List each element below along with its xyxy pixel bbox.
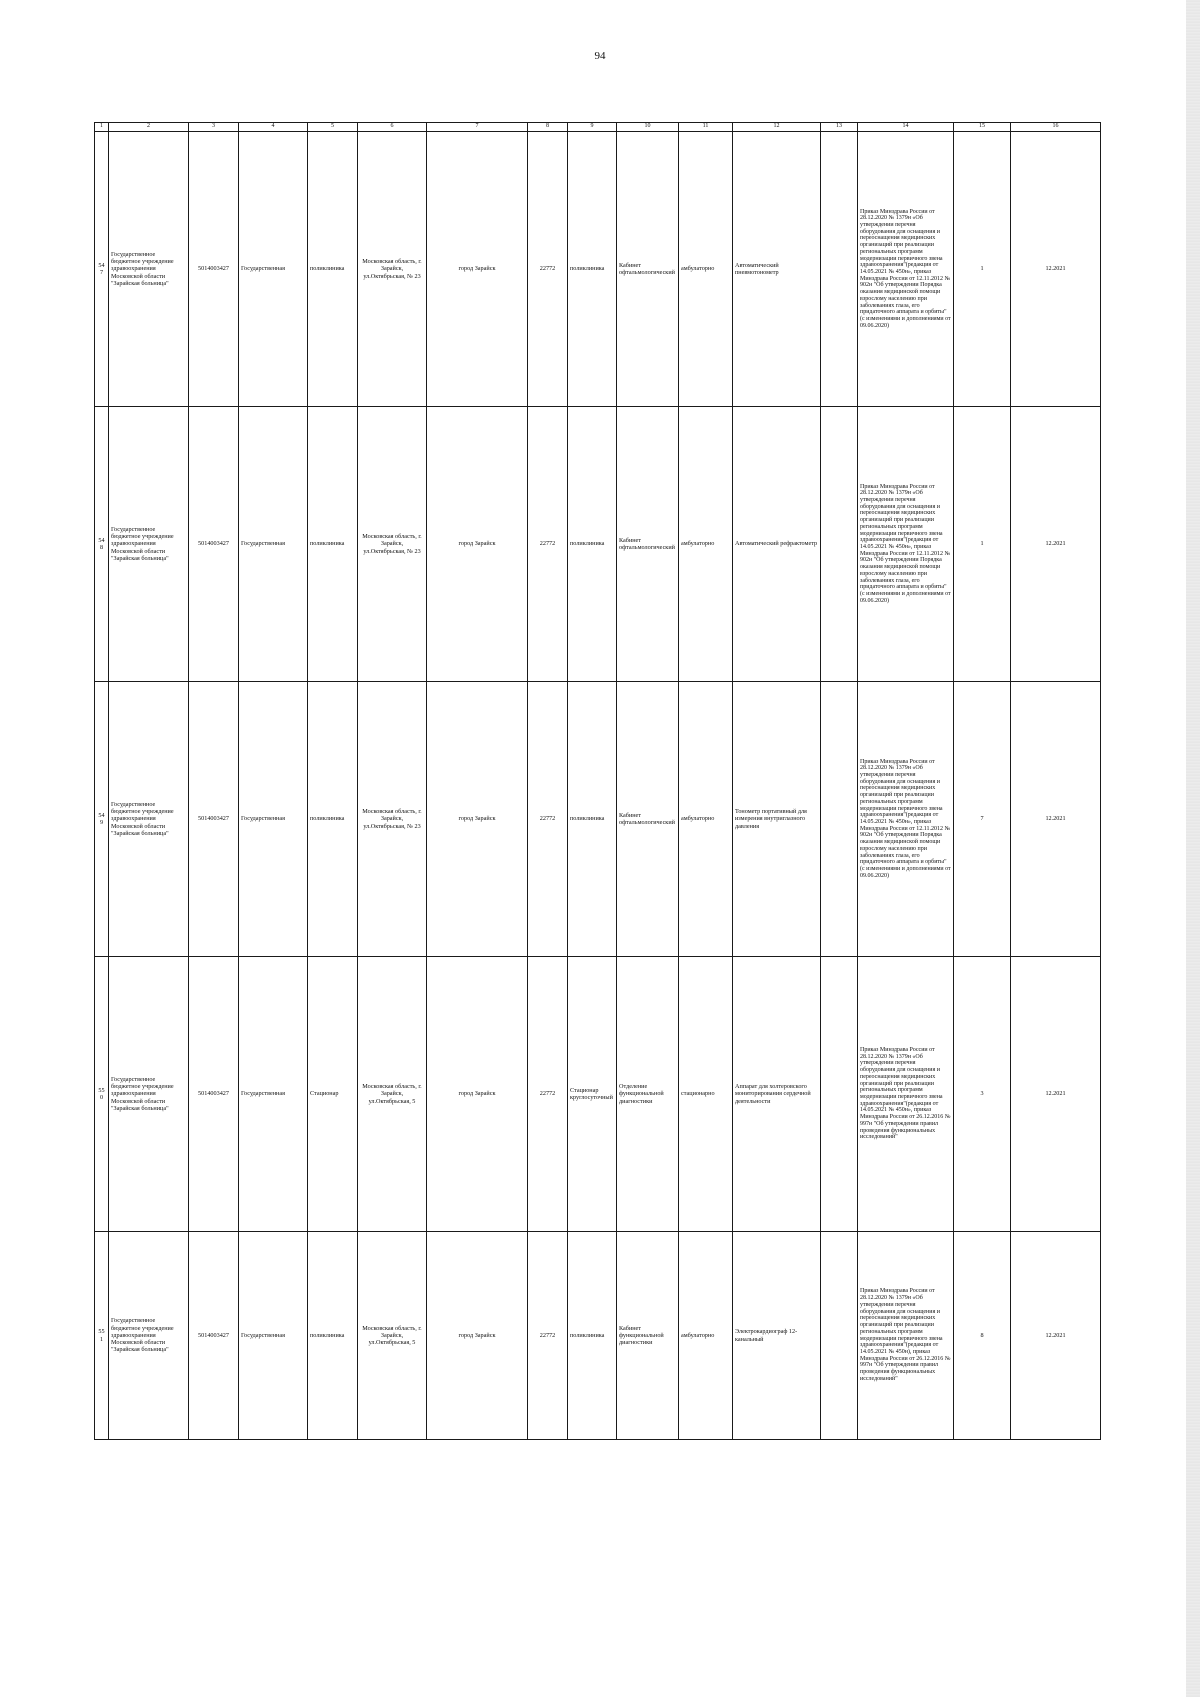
column-number: 7 (427, 123, 528, 132)
equipment-register-table (94, 122, 1101, 1440)
department-type-cell: поликлиника (568, 132, 617, 407)
legal-basis-cell: Приказ Минздрава России от 28.12.2020 № 1379н «Об утверждении перечня оборудования для оснащения и переоснащения медицинских организаций при реализации региональных программ модернизации первичного звена здравоохранения"(редакция от 14.05.2021 № 450н», приказ Минздрава России от 26.12.2016 № 997н "Об утверждении правил проведения функциональных исследований" (858, 957, 954, 1232)
city-cell: город Зарайск (427, 407, 528, 682)
ownership-cell: Государственная (239, 132, 308, 407)
quantity-cell: 1 (954, 407, 1011, 682)
table-row (95, 682, 1101, 957)
empty-cell (821, 132, 858, 407)
table-row (95, 957, 1101, 1232)
organization-cell: Государственное бюджетное учреждение здравоохранения Московской области "Зарайская больница" (109, 132, 189, 407)
column-number: 3 (189, 123, 239, 132)
empty-cell (821, 407, 858, 682)
empty-cell (821, 1232, 858, 1440)
delivery-date-cell: 12.2021 (1011, 1232, 1101, 1440)
unit-type-cell: поликлиника (308, 682, 358, 957)
care-form-cell: амбулаторно (679, 1232, 733, 1440)
okato-code-cell: 22772 (528, 682, 568, 957)
unit-type-cell: Стационар (308, 957, 358, 1232)
row-number-cell: 550 (95, 957, 109, 1232)
okato-code-cell: 22772 (528, 1232, 568, 1440)
legal-basis-cell: Приказ Минздрава России от 28.12.2020 № 1379н «Об утверждении перечня оборудования для оснащения и переоснащения медицинских организаций при реализации региональных программ модернизации первичного звена здравоохранения"(редакция от 14.05.2021 № 450н», приказ Минздрава России от 12.11.2012 № 902н "Об утверждении Порядка оказания медицинской помощи взрослому населению при заболеваниях глаза, его придаточного аппарата и орбиты" (с изменениями и дополнениями от 09.06.2020) (858, 407, 954, 682)
column-number: 13 (821, 123, 858, 132)
row-number-cell: 547 (95, 132, 109, 407)
room-cell: Кабинет офтальмологический (617, 132, 679, 407)
empty-cell (821, 682, 858, 957)
page-number: 94 (594, 50, 606, 62)
ownership-cell: Государственная (239, 1232, 308, 1440)
organization-cell: Государственное бюджетное учреждение здравоохранения Московской области "Зарайская больница" (109, 1232, 189, 1440)
care-form-cell: амбулаторно (679, 407, 733, 682)
column-number: 9 (568, 123, 617, 132)
column-number: 15 (954, 123, 1011, 132)
city-cell: город Зарайск (427, 682, 528, 957)
inn-cell: 5014003427 (189, 957, 239, 1232)
address-cell: Московская область, г. Зарайск, ул.Октябрьская, № 23 (358, 407, 427, 682)
room-cell: Кабинет офтальмологический (617, 682, 679, 957)
row-number-cell: 549 (95, 682, 109, 957)
delivery-date-cell: 12.2021 (1011, 682, 1101, 957)
column-number: 8 (528, 123, 568, 132)
equipment-cell: Автоматический рефрактометр (733, 407, 821, 682)
column-number: 10 (617, 123, 679, 132)
city-cell: город Зарайск (427, 132, 528, 407)
care-form-cell: амбулаторно (679, 682, 733, 957)
city-cell: город Зарайск (427, 957, 528, 1232)
department-type-cell: поликлиника (568, 407, 617, 682)
department-type-cell: Стационар круглосуточный (568, 957, 617, 1232)
delivery-date-cell: 12.2021 (1011, 132, 1101, 407)
empty-cell (821, 957, 858, 1232)
inn-cell: 5014003427 (189, 682, 239, 957)
address-cell: Московская область, г. Зарайск, ул.Октябрьская, № 23 (358, 132, 427, 407)
organization-cell: Государственное бюджетное учреждение здравоохранения Московской области "Зарайская больница" (109, 682, 189, 957)
ownership-cell: Государственная (239, 957, 308, 1232)
inn-cell: 5014003427 (189, 407, 239, 682)
column-number-row (95, 123, 1101, 132)
inn-cell: 5014003427 (189, 132, 239, 407)
address-cell: Московская область, г. Зарайск, ул.Октябрьская, № 23 (358, 682, 427, 957)
column-number: 6 (358, 123, 427, 132)
quantity-cell: 8 (954, 1232, 1011, 1440)
quantity-cell: 3 (954, 957, 1011, 1232)
column-number: 2 (109, 123, 189, 132)
room-cell: Кабинет офтальмологический (617, 407, 679, 682)
room-cell: Отделение функциональной диагностики (617, 957, 679, 1232)
equipment-cell: Автоматический пневмотонометр (733, 132, 821, 407)
column-number: 14 (858, 123, 954, 132)
equipment-cell: Электрокардиограф 12-канальный (733, 1232, 821, 1440)
city-cell: город Зарайск (427, 1232, 528, 1440)
table-row (95, 407, 1101, 682)
organization-cell: Государственное бюджетное учреждение здравоохранения Московской области "Зарайская больница" (109, 957, 189, 1232)
inn-cell: 5014003427 (189, 1232, 239, 1440)
equipment-cell: Аппарат для холтеровского мониторирования сердечной деятельности (733, 957, 821, 1232)
okato-code-cell: 22772 (528, 407, 568, 682)
okato-code-cell: 22772 (528, 132, 568, 407)
quantity-cell: 1 (954, 132, 1011, 407)
unit-type-cell: поликлиника (308, 1232, 358, 1440)
table-row (95, 1232, 1101, 1440)
address-cell: Московская область, г. Зарайск, ул.Октябрьская, 5 (358, 957, 427, 1232)
room-cell: Кабинет функциональной диагностики (617, 1232, 679, 1440)
table-body (95, 123, 1101, 1440)
unit-type-cell: поликлиника (308, 132, 358, 407)
organization-cell: Государственное бюджетное учреждение здравоохранения Московской области "Зарайская больница" (109, 407, 189, 682)
scan-edge-artifact (1186, 0, 1200, 1697)
column-number: 11 (679, 123, 733, 132)
column-number: 5 (308, 123, 358, 132)
ownership-cell: Государственная (239, 407, 308, 682)
equipment-cell: Тонометр портативный для измерения внутриглазного давления (733, 682, 821, 957)
row-number-cell: 551 (95, 1232, 109, 1440)
table-row (95, 132, 1101, 407)
legal-basis-cell: Приказ Минздрава России от 28.12.2020 № 1379н «Об утверждении перечня оборудования для оснащения и переоснащения медицинских организаций при реализации региональных программ модернизации первичного звена здравоохранения"(редакция от 14.05.2021 № 450н», приказ Минздрава России от 12.11.2012 № 902н "Об утверждении Порядка оказания медицинской помощи взрослому населению при заболеваниях глаза, его придаточного аппарата и орбиты" (с изменениями и дополнениями от 09.06.2020) (858, 682, 954, 957)
unit-type-cell: поликлиника (308, 407, 358, 682)
quantity-cell: 7 (954, 682, 1011, 957)
delivery-date-cell: 12.2021 (1011, 407, 1101, 682)
delivery-date-cell: 12.2021 (1011, 957, 1101, 1232)
department-type-cell: поликлиника (568, 1232, 617, 1440)
legal-basis-cell: Приказ Минздрава России от 28.12.2020 № 1379н «Об утверждении перечня оборудования для оснащения и переоснащения медицинских организаций при реализации региональных программ модернизации первичного звена здравоохранения"(редакция от 14.05.2021 № 450н), приказ Минздрава России от 26.12.2016 № 997н "Об утверждении правил проведения функциональных исследований" (858, 1232, 954, 1440)
care-form-cell: амбулаторно (679, 132, 733, 407)
column-number: 1 (95, 123, 109, 132)
legal-basis-cell: Приказ Минздрава России от 28.12.2020 № 1379н «Об утверждении перечня оборудования для оснащения и переоснащения медицинских организаций при реализации региональных программ модернизации первичного звена здравоохранения"(редакция от 14.05.2021 № 450н», приказ Минздрава России от 12.11.2012 № 902н "Об утверждении Порядка оказания медицинской помощи взрослому населению при заболеваниях глаза, его придаточного аппарата и орбиты" (с изменениями и дополнениями от 09.06.2020) (858, 132, 954, 407)
care-form-cell: стационарно (679, 957, 733, 1232)
okato-code-cell: 22772 (528, 957, 568, 1232)
department-type-cell: поликлиника (568, 682, 617, 957)
column-number: 4 (239, 123, 308, 132)
row-number-cell: 548 (95, 407, 109, 682)
ownership-cell: Государственная (239, 682, 308, 957)
address-cell: Московская область, г. Зарайск, ул.Октябрьская, 5 (358, 1232, 427, 1440)
column-number: 16 (1011, 123, 1101, 132)
column-number: 12 (733, 123, 821, 132)
